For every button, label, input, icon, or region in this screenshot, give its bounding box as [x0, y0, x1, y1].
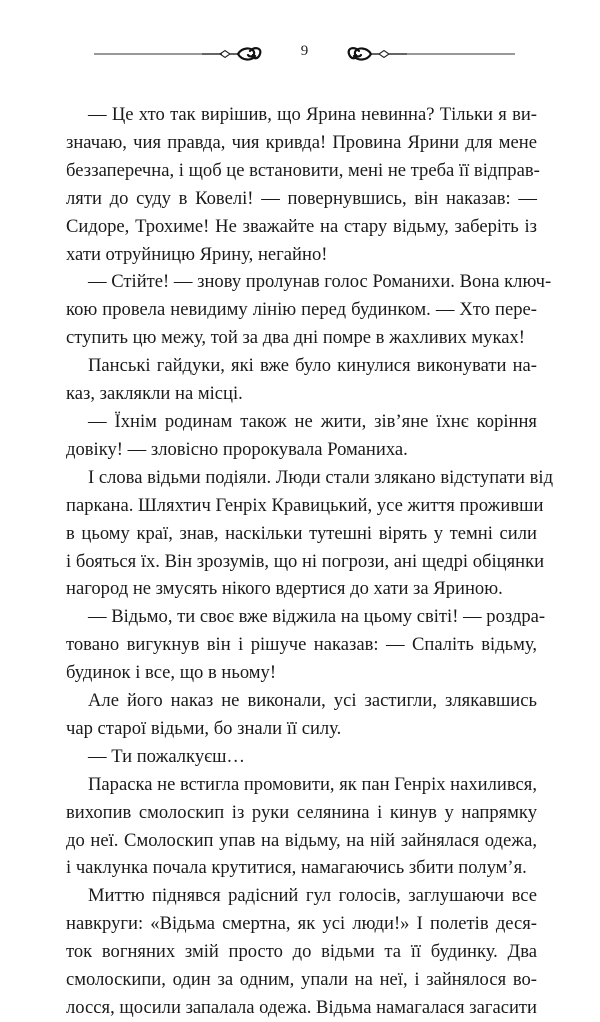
text-line: ступить цю межу, той за два дні помре в жахливих муках! [66, 327, 525, 349]
text-line: вихопив смолоскип із руки селянина і кинув у напрямку [66, 801, 537, 823]
text-line: беззаперечна, і щоб це встановити, мені не треба її відправ- [66, 159, 540, 181]
text-line: до неї. Смолоскип упав на відьму, на ній зайнялася одежа, [66, 829, 537, 851]
text-line: лосся, щосили запалала одежа. Відьма намагалася загасити [66, 997, 537, 1018]
paragraph [66, 743, 537, 771]
paragraph [66, 408, 537, 464]
text-line: Параска не встигла промовити, як пан Генріх нахилився, [88, 773, 537, 795]
text-line: — Ти пожалкуєш… [88, 745, 246, 767]
page-header [92, 38, 517, 70]
text-line: хати отруйницю Ярину, негайно! [66, 243, 328, 265]
text-line: довіку! — зловісно пророкувала Романиха. [66, 438, 408, 460]
text-line: — Це хто так вирішив, що Ярина невинна? Тільки я ви- [88, 104, 537, 125]
text-line: навкруги: «Відьма смертна, як усі люди!» І полетів деся- [66, 913, 537, 935]
text-line: товано вигукнув він і рішуче наказав: — Спаліть відьму, [66, 634, 537, 656]
text-line: будинок і все, що в ньому! [66, 662, 277, 684]
text-line: Панські гайдуки, які вже було кинулися виконувати на- [88, 355, 537, 377]
text-line: смолоскипи, один за одним, упали на неї, і зайнялося во- [66, 969, 537, 991]
text-line: в цьому краї, знав, наскільки тутешні вірять у темні сили [66, 522, 537, 544]
paragraph [66, 464, 554, 604]
paragraph [66, 101, 540, 268]
text-line: кою провела невидиму лінію перед будинком. — Хто пере- [66, 299, 537, 321]
text-line: ток вогняних змій просто до відьми та її будинку. Два [66, 941, 537, 963]
text-line: — Відьмо, ти своє вже віджила на цьому світі! — роздра- [88, 606, 546, 628]
paragraph [66, 687, 537, 743]
text-line: Але його наказ не виконали, усі застигли, злякавшись [88, 690, 537, 712]
paragraph [66, 603, 546, 687]
paragraph [66, 268, 552, 352]
text-line: Сидоре, Трохиме! Не зважайте на стару відьму, заберіть із [66, 215, 537, 237]
paragraph [66, 882, 537, 1022]
text-line: каз, заклякли на місці. [66, 383, 243, 405]
page-number: 9 [300, 43, 309, 59]
body-text [66, 101, 554, 1022]
text-line: значаю, чия правда, чия кривда! Провина Ярини для мене [66, 131, 537, 153]
text-line: і бояться їх. Він зрозумів, що ні погрози, ані щедрі обіцянки [66, 550, 545, 572]
text-line: І слова відьми подіяли. Люди стали злякано відступати від [88, 466, 554, 488]
text-line: паркана. Шляхтич Генріх Кравицький, усе життя проживши [66, 494, 544, 516]
paragraph [66, 771, 537, 883]
text-line: ляти до суду в Ковелі! — повернувшись, він наказав: — [66, 187, 537, 209]
text-line: Миттю піднявся радісний гул голосів, заглушаючи все [88, 885, 537, 907]
text-line: — Їхнім родинам також не жити, зів’яне їхнє коріння [88, 410, 537, 432]
paragraph [66, 352, 537, 408]
text-line: чар старої відьми, бо знали її силу. [66, 717, 342, 739]
text-line: і чаклунка почала крутитися, намагаючись збити полум’я. [66, 857, 527, 879]
text-line: нагород не змусять нікого вдертися до хати за Яриною. [66, 578, 503, 600]
text-line: — Стійте! — знову пролунав голос Романихи. Вона ключ- [88, 271, 552, 293]
